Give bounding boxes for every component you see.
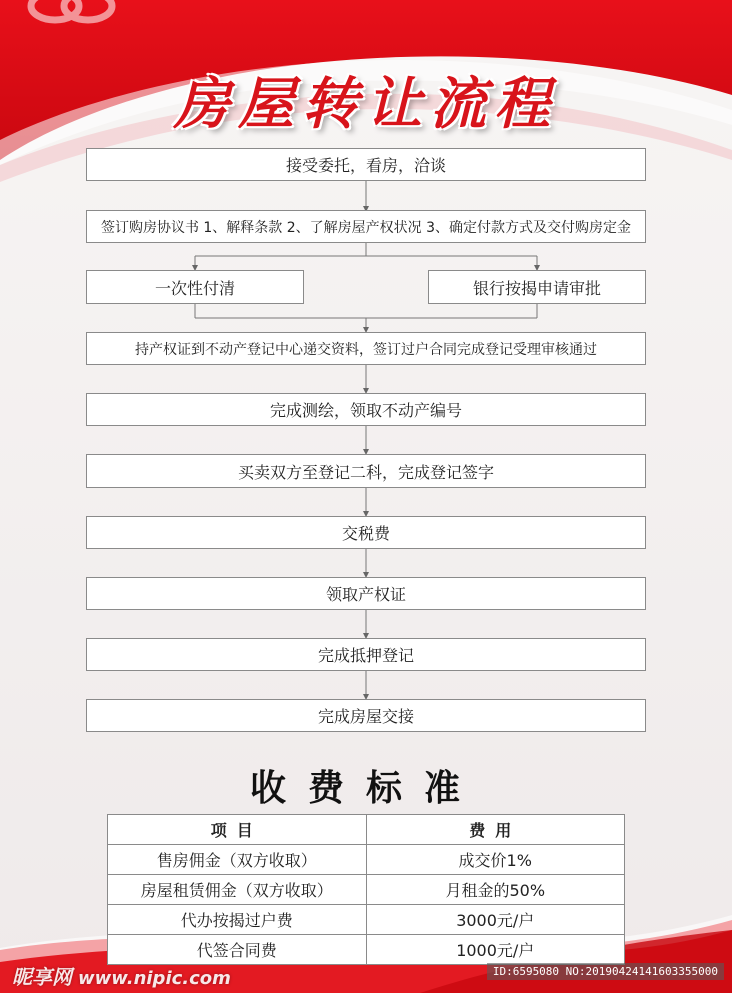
flow-branch-full-payment: 一次性付清 — [86, 270, 304, 304]
fee-cost: 1000元/户 — [366, 935, 625, 965]
watermark-logo — [12, 961, 231, 990]
flow-step-sign-agreement: 签订购房协议书 1、解释条款 2、了解房屋产权状况 3、确定付款方式及交付购房定金 — [86, 210, 646, 243]
fee-item: 售房佣金（双方收取） — [108, 845, 367, 875]
flow-step-entrust: 接受委托，看房，洽谈 — [86, 148, 646, 181]
flow-step-survey: 完成测绘，领取不动产编号 — [86, 393, 646, 426]
fee-header-cost: 费用 — [366, 815, 625, 845]
fee-cost: 成交价1% — [366, 845, 625, 875]
watermark-site: www.nipic.com — [78, 968, 231, 989]
flow-step-sign-registration: 买卖双方至登记二科，完成登记签字 — [86, 454, 646, 488]
flow-branch-mortgage: 银行按揭申请审批 — [428, 270, 646, 304]
table-row — [108, 905, 625, 935]
page-title: 房屋转让流程 — [174, 71, 558, 137]
flow-step-get-certificate: 领取产权证 — [86, 577, 646, 610]
fee-header-item: 项目 — [108, 815, 367, 845]
table-row — [108, 875, 625, 905]
flow-step-handover: 完成房屋交接 — [86, 699, 646, 732]
fee-item: 房屋租赁佣金（双方收取） — [108, 875, 367, 905]
fee-cost: 月租金的50% — [366, 875, 625, 905]
fee-table-header — [108, 815, 625, 845]
watermark-id: ID:6595080 NO:20190424141603355000 — [487, 963, 724, 980]
watermark-logo-text: 昵享网 — [12, 965, 72, 989]
flow-step-mortgage-registration: 完成抵押登记 — [86, 638, 646, 671]
flow-step-pay-tax: 交税费 — [86, 516, 646, 549]
fee-item: 代办按揭过户费 — [108, 905, 367, 935]
table-row — [108, 935, 625, 965]
fee-cost: 3000元/户 — [366, 905, 625, 935]
fee-item: 代签合同费 — [108, 935, 367, 965]
fee-table — [107, 814, 625, 965]
fee-standard-title: 收费标准 — [249, 768, 482, 809]
flow-step-submit-documents: 持产权证到不动产登记中心递交资料，签订过户合同完成登记受理审核通过 — [86, 332, 646, 365]
table-row — [108, 845, 625, 875]
